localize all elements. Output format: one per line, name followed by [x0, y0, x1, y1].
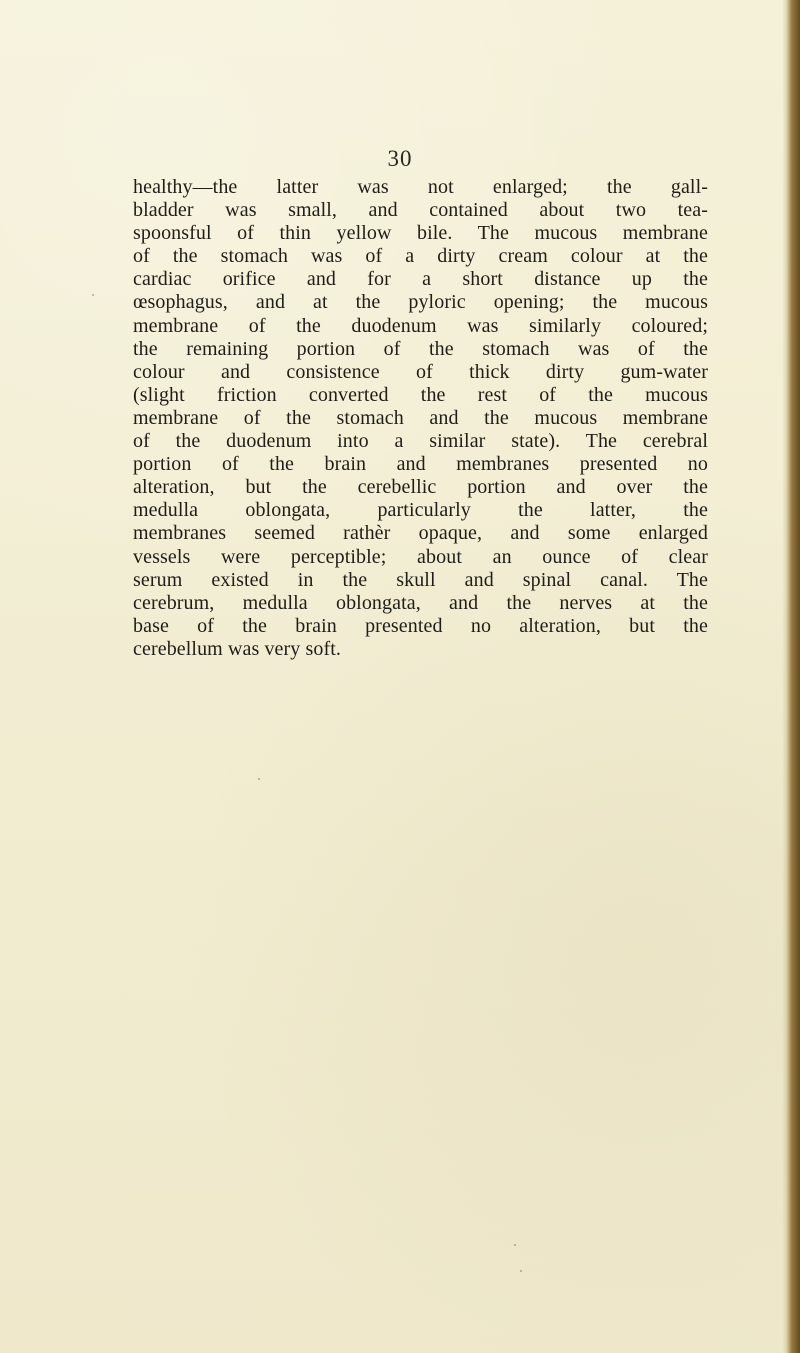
paper-speck	[92, 294, 94, 296]
text-line: œsophagus, and at the pyloric opening; the mucous	[133, 291, 708, 314]
text-line: medulla oblongata, particularly the latter, the	[133, 499, 708, 522]
text-line: cerebellum was very soft.	[133, 637, 341, 660]
text-line: serum existed in the skull and spinal canal. The	[133, 568, 708, 591]
body-text	[133, 176, 708, 661]
text-line: membranes seemed rathèr opaque, and some enlarged	[133, 522, 708, 545]
page-edge-shadow	[782, 0, 800, 1353]
text-line: the remaining portion of the stomach was of the	[133, 337, 708, 360]
text-line: colour and consistence of thick dirty gum-water	[133, 360, 708, 383]
page-number: 30	[387, 146, 413, 171]
text-line: portion of the brain and membranes presented no	[133, 453, 708, 476]
text-line: base of the brain presented no alteration, but the	[133, 614, 708, 637]
paper-speck	[514, 1244, 516, 1246]
text-line: membrane of the stomach and the mucous membrane	[133, 406, 708, 429]
text-line: (slight friction converted the rest of the mucous	[133, 383, 708, 406]
text-line: membrane of the duodenum was similarly coloured;	[133, 314, 708, 337]
text-line: cerebrum, medulla oblongata, and the nerves at the	[133, 591, 708, 614]
text-line: vessels were perceptible; about an ounce of clear	[133, 545, 708, 568]
paper-speck	[258, 778, 260, 780]
paper-speck	[520, 1270, 522, 1272]
text-line: spoonsful of thin yellow bile. The mucous membrane	[133, 222, 708, 245]
text-line: healthy—the latter was not enlarged; the gall-	[133, 176, 708, 198]
text-line: of the stomach was of a dirty cream colour at the	[133, 245, 708, 268]
text-line: bladder was small, and contained about two tea-	[133, 199, 708, 222]
text-line: of the duodenum into a similar state). The cerebral	[133, 430, 708, 453]
text-line: alteration, but the cerebellic portion and over the	[133, 476, 708, 499]
text-line: cardiac orifice and for a short distance up the	[133, 268, 708, 291]
